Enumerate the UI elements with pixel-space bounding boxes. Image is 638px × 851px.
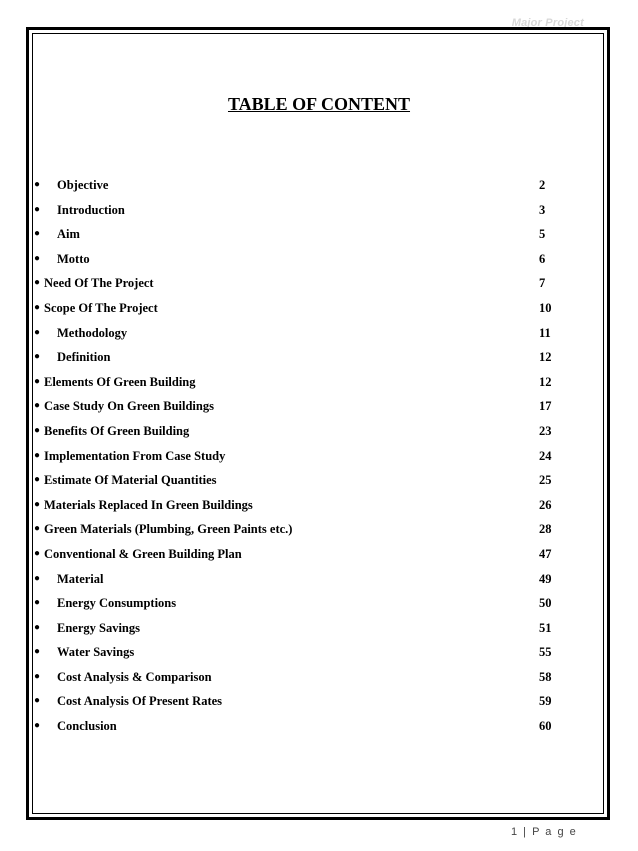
bullet-icon: ● <box>34 400 41 412</box>
toc-entry-label: Cost Analysis Of Present Rates <box>57 694 223 709</box>
bullet-icon: ● <box>34 695 41 707</box>
bullet-icon: ● <box>34 424 41 436</box>
toc-entry <box>34 594 574 619</box>
toc-entry-label: Green Materials (Plumbing, Green Paints etc.) <box>44 522 293 537</box>
toc-entry-page: 23 <box>539 423 552 438</box>
toc-entry-label: Energy Savings <box>57 620 141 635</box>
page-title: TABLE OF CONTENT <box>227 94 411 114</box>
toc-entry-label: Need Of The Project <box>44 276 154 291</box>
toc-entry-page: 6 <box>539 251 546 266</box>
toc-entry-label: Case Study On Green Buildings <box>44 399 214 414</box>
toc-entry-page: 12 <box>539 350 552 365</box>
bullet-icon: ● <box>34 326 41 338</box>
bullet-icon: ● <box>34 375 41 387</box>
toc-entry <box>34 397 574 422</box>
toc-entry-label: Materials Replaced In Green Buildings <box>44 497 253 512</box>
toc-entry-label: Estimate Of Material Quantities <box>44 473 217 488</box>
toc-entry-page: 59 <box>539 694 552 709</box>
bullet-icon: ● <box>34 597 41 609</box>
bullet-icon: ● <box>34 351 41 363</box>
toc-entry-label: Conclusion <box>57 719 117 734</box>
toc-entry-label: Cost Analysis & Comparison <box>57 669 212 684</box>
toc-entry-label: Energy Consumptions <box>57 596 177 611</box>
toc-entry <box>34 274 574 299</box>
toc-entry <box>34 692 574 717</box>
toc-entry-page: 49 <box>539 571 552 586</box>
toc-entry-page: 58 <box>539 669 552 684</box>
toc-entry-page: 25 <box>539 473 552 488</box>
page-number-footer: 1 | P a g e <box>511 826 578 838</box>
table-of-contents <box>34 176 574 742</box>
toc-entry-label: Methodology <box>57 325 128 340</box>
toc-entry <box>34 643 574 668</box>
toc-entry <box>34 496 574 521</box>
toc-entry <box>34 324 574 349</box>
toc-entry <box>34 447 574 472</box>
toc-entry-label: Material <box>57 571 104 586</box>
toc-entry-label: Conventional & Green Building Plan <box>44 546 242 561</box>
toc-entry <box>34 619 574 644</box>
bullet-icon: ● <box>34 547 41 559</box>
toc-entry-label: Motto <box>57 251 90 266</box>
bullet-icon: ● <box>34 203 41 215</box>
bullet-icon: ● <box>34 252 41 264</box>
bullet-icon: ● <box>34 621 41 633</box>
toc-entry-page: 7 <box>539 276 546 291</box>
toc-entry-page: 60 <box>539 719 552 734</box>
toc-entry-page: 55 <box>539 645 552 660</box>
toc-entry-label: Definition <box>57 350 111 365</box>
toc-entry-page: 26 <box>539 497 552 512</box>
toc-entry-label: Implementation From Case Study <box>44 448 226 463</box>
toc-entry-page: 3 <box>539 202 546 217</box>
toc-entry <box>34 570 574 595</box>
bullet-icon: ● <box>34 646 41 658</box>
toc-entry <box>34 422 574 447</box>
toc-entry-label: Scope Of The Project <box>44 300 158 315</box>
toc-entry-page: 12 <box>539 374 552 389</box>
toc-entry <box>34 250 574 275</box>
toc-entry-label: Elements Of Green Building <box>44 374 196 389</box>
toc-entry-label: Water Savings <box>57 645 135 660</box>
toc-entry-page: 24 <box>539 448 552 463</box>
toc-entry <box>34 668 574 693</box>
bullet-icon: ● <box>34 523 41 535</box>
toc-entry <box>34 471 574 496</box>
toc-entry <box>34 225 574 250</box>
toc-entry-page: 10 <box>539 300 552 315</box>
bullet-icon: ● <box>34 572 41 584</box>
bullet-icon: ● <box>34 228 41 240</box>
toc-entry-label: Aim <box>57 227 80 242</box>
bullet-icon: ● <box>34 670 41 682</box>
toc-entry-label: Objective <box>57 178 109 192</box>
toc-entry <box>34 299 574 324</box>
bullet-icon: ● <box>34 277 41 289</box>
bullet-icon: ● <box>34 449 41 461</box>
bullet-icon: ● <box>34 720 41 732</box>
bullet-icon: ● <box>34 474 41 486</box>
toc-entry <box>34 545 574 570</box>
toc-entry-page: 50 <box>539 596 552 611</box>
toc-entry <box>34 373 574 398</box>
bullet-icon: ● <box>34 498 41 510</box>
toc-entry-page: 51 <box>539 620 552 635</box>
toc-entry <box>34 201 574 226</box>
toc-entry <box>34 348 574 373</box>
running-header: Major Project <box>511 17 584 29</box>
toc-entry-label: Introduction <box>57 202 125 217</box>
toc-entry <box>34 717 574 742</box>
toc-entry-page: 2 <box>539 178 546 192</box>
toc-entry-page: 17 <box>539 399 552 414</box>
toc-entry <box>34 520 574 545</box>
bullet-icon: ● <box>34 179 41 190</box>
toc-entry-page: 11 <box>539 325 551 340</box>
bullet-icon: ● <box>34 301 41 313</box>
toc-entry-page: 47 <box>539 546 552 561</box>
toc-entry-page: 5 <box>539 227 546 242</box>
toc-entry-page: 28 <box>539 522 552 537</box>
toc-entry <box>34 176 574 201</box>
toc-entry-label: Benefits Of Green Building <box>44 423 190 438</box>
